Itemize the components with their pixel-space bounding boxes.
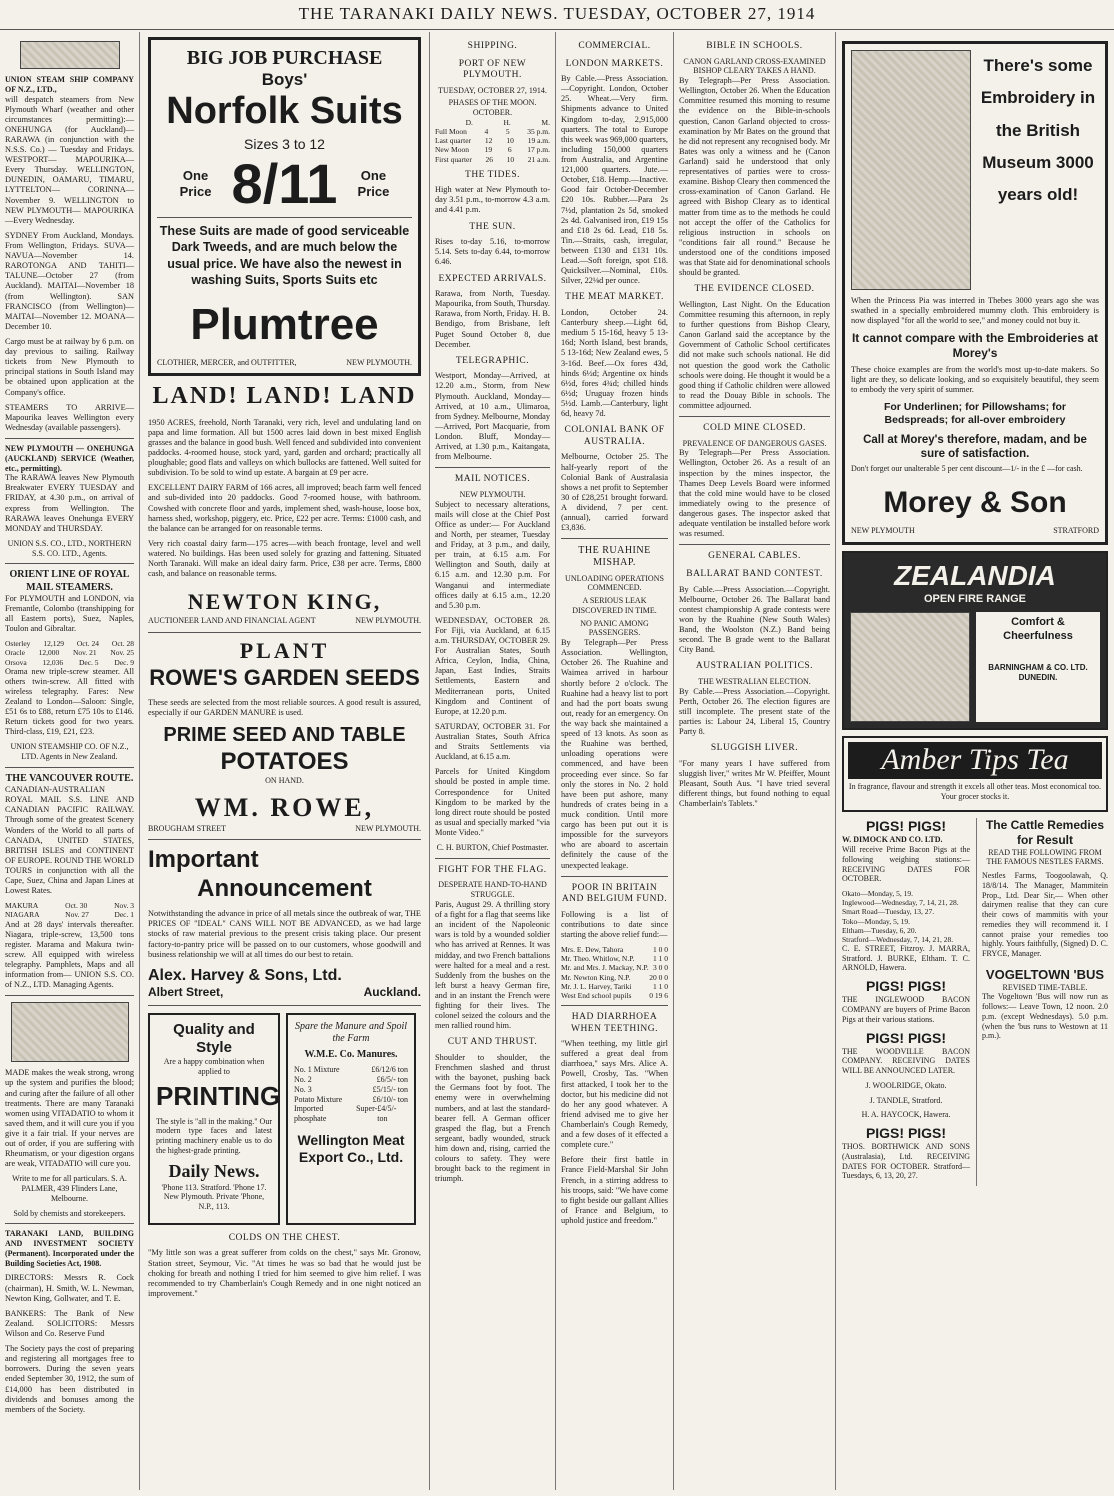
- date-row: [842, 898, 970, 907]
- rowes-seeds-title: ROWE'S GARDEN SEEDS: [149, 664, 420, 690]
- fund-row: [561, 991, 668, 1000]
- pigs-heading-3: PIGS! PIGS!: [865, 1029, 947, 1046]
- harvey-place: Auckland.: [363, 985, 421, 1000]
- cattle-heading: The Cattle Remedies for Result: [985, 818, 1105, 847]
- ship-row-cell: Dec. 5: [78, 657, 99, 667]
- manure-row-cell: Potato Mixture: [294, 1094, 343, 1104]
- steamer-row-cell: NIAGARA: [5, 910, 40, 920]
- liver-heading: SLUGGISH LIVER.: [710, 743, 799, 754]
- vitadatio-illustration: [11, 1002, 129, 1062]
- fund-row: [561, 945, 668, 954]
- plumtree-logo: Plumtree: [190, 300, 379, 349]
- date-row-cell: Inglewood—Wednesday, 7, 14, 21, 28.: [842, 898, 959, 908]
- bible-heading: BIBLE IN SCHOOLS.: [706, 41, 803, 51]
- diarrhoea-heading: HAD DIARRHOEA WHEN TEETHING.: [570, 1011, 659, 1034]
- ship-row-cell: Oracle: [5, 648, 25, 658]
- tlb-society: The Society pays the cost of preparing and registering all mortgages free to borrowers. During the seven years ended September 30, 1912, the sum of £14,000 has been distributed in dividends and bonuses among the members of the Society.: [5, 1344, 134, 1414]
- ballarat-text: By Cable.—Press Association.—Copyright. Melbourne, October 26. The Ballarat band contest championship A grade contests were won by the Ruahine (New South Wales) Band, the Woolston (N.Z.) Band being second. The B grade went to the Ballarat City Band.: [679, 584, 830, 655]
- harvey-name: Alex. Harvey & Sons, Ltd.: [148, 966, 342, 984]
- ruahine-heading: THE RUAHINE MISHAP.: [578, 545, 651, 569]
- poor-fund-text: Following is a list of contributions to date since starting the above relief fund:—: [561, 909, 668, 940]
- fund-row-cell: 20 0 0: [649, 972, 668, 982]
- ship-row-cell: Oct. 28: [111, 639, 134, 649]
- steamship-illustration: [20, 41, 120, 69]
- colonial-heading: COLONIAL BANK OF AUSTRALIA.: [564, 425, 665, 447]
- union-ss-heading: UNION STEAM SHIP COMPANY OF N.Z., LTD.,: [5, 75, 134, 94]
- date-row-cell: Stratford—Wednesday, 7, 14, 21, 28.: [842, 934, 954, 944]
- ballarat-heading: BALLARAT BAND CONTEST.: [686, 568, 823, 579]
- woodville-text: THE WOODVILLE BACON COMPANY. RECEIVING DATES WILL BE ANNOUNCED LATER.: [842, 1046, 970, 1076]
- shipping-heading: SHIPPING.: [467, 41, 518, 51]
- evidence-text: Wellington, Last Night. On the Education Committee resuming this afternoon, in reply to further questions from Bishop Cleary, Canon Garland said the acceptance by the Government of Catholic School certificates did not make such schools national. He did not question the good work the Catholic schools were doing. He thought it would be a good thing if Catholic children were allowed to read the Douay Bible in schools. The committee adjourned.: [679, 299, 830, 410]
- plumtree-trade: CLOTHIER, MERCER, and OUTFITTER,: [157, 357, 297, 367]
- plant-headline: PLANT: [239, 637, 330, 663]
- manure-row-cell: No. 2: [294, 1075, 312, 1085]
- general-cables-heading: GENERAL CABLES.: [708, 551, 801, 562]
- cattle-text: Nestles Farms, Toogoolawah, Q. 18/8/14. The Manager, Mammitein Prop., Ltd. Dear Sir,— When other dairymen realise that they can cure their cows of mammitis with your remedies they will recommend it. I cannot praise your remedies too highly. Yours faithfully, (Signed) D. C. FRYCE, Manager.: [982, 871, 1108, 959]
- poor-fund-heading: POOR IN BRITAIN AND BELGIUM FUND.: [561, 882, 668, 905]
- moon-row-cell: 5: [505, 127, 510, 137]
- woolridge-name: J. WOOLRIDGE, Okato.: [865, 1080, 947, 1090]
- manures-title: W.M.E. Co. Manures.: [304, 1049, 398, 1061]
- moon-row-cell: Last quarter: [435, 136, 472, 146]
- moon-row-cell: 10: [506, 154, 515, 164]
- column-3: [430, 32, 556, 1490]
- range-illustration: [850, 612, 970, 722]
- quality-sub: Are a happy combination when applied to: [163, 1057, 265, 1077]
- moon-row-cell: 21 a.m.: [527, 154, 550, 164]
- ruahine-sub-2: A SERIOUS LEAK DISCOVERED IN TIME.: [572, 596, 657, 615]
- fight-text: Paris, August 29. A thrilling story of a fight for a flag that seems like an incident of the Napoleonic wars is told by a wounded soldier who has arrived at Rennes. It was midday, and two French battalions were halted for a meal and a rest. Suddenly from the bushes on the left burst a heavy German fire, and in an instant the French were fighting for their lives. The colonel seized the colours and the men rallied round him.: [435, 899, 550, 1031]
- fund-row: [561, 982, 668, 991]
- vancouver-heading: THE VANCOUVER ROUTE.: [5, 772, 134, 784]
- haycock-name: H. A. HAYCOCK, Hawera.: [861, 1110, 951, 1120]
- fund-row-cell: Mr. Theo. Whitlow, N.P.: [561, 954, 635, 964]
- moon-row-cell: 4: [484, 127, 489, 137]
- manure-row-cell: Imported Super-phosphate: [294, 1104, 378, 1124]
- pigs-heading-1: PIGS! PIGS!: [865, 818, 947, 835]
- diarrhoea-text: "When teething, my little girl suffered a great deal from diarrhoea," says Mrs. Alice A. Powell, Crosby, Tas. "When first attacked, I took her to the doctor, but his medicine did not do her any good whatever. A friend advised me to give her Chamberlain's Cough Remedy, and a few doses of it effected a complete cure.": [561, 1039, 668, 1150]
- ship-row-cell: Dec. 9: [114, 657, 134, 667]
- cold-mine-heading: COLD MINE CLOSED.: [703, 423, 806, 434]
- moon-row-cell: 10: [506, 136, 514, 146]
- manure-ad: [286, 1013, 416, 1225]
- printing-title: PRINTING: [156, 1080, 281, 1111]
- vogeltown-heading: VOGELTOWN 'BUS: [985, 966, 1105, 982]
- cut-heading: CUT AND THRUST.: [447, 1037, 538, 1048]
- on-hand-label: ON HAND.: [265, 776, 304, 786]
- tandle-name: J. TANDLE, Stratford.: [869, 1095, 943, 1105]
- newton-king-trade: AUCTIONEER LAND AND FINANCIAL AGENT: [148, 616, 316, 626]
- fund-row-cell: 1 0 0: [653, 945, 668, 955]
- fund-row-cell: 1 1 0: [653, 981, 668, 991]
- ship-row: [5, 639, 134, 648]
- sun-text: Rises to-day 5.16, to-morrow 5.14. Sets to-day 6.44, to-morrow 6.46.: [435, 237, 550, 267]
- fund-row-cell: 3 0 0: [653, 963, 668, 973]
- pigs-column: [842, 818, 970, 1186]
- harvey-street: Albert Street,: [148, 985, 224, 1000]
- important-heading: Important: [148, 845, 259, 873]
- bible-sub-2: BISHOP CLEARY TAKES A HAND.: [693, 66, 816, 76]
- rowes-text: These seeds are selected from the most reliable sources. A good result is assured, especially if our GARDEN MANURE is used.: [148, 697, 421, 717]
- vogeltown-text: The Vogeltown 'Bus will now run as follows:— Leave Town, 12 noon. 2.0 p.m. (except Wednesdays). 5.0 p.m. (when the 'bus runs to Westown at 11 p.m.).: [982, 992, 1108, 1041]
- union-ss-cargo: Cargo must be at railway by 6 p.m. on day previous to sailing. Railway tickets from New Plymouth to principal stations in South Island may be obtained upon application at the Company's office.: [5, 337, 134, 397]
- date-row: [842, 907, 970, 916]
- ruahine-sub-1: UNLOADING OPERATIONS COMMENCED.: [565, 573, 664, 593]
- np-onehunga-heading: NEW PLYMOUTH — ONEHUNGA (AUCKLAND) SERVICE (Weather, etc., permitting).: [5, 444, 134, 473]
- ship-row-cell: 12,000: [38, 648, 60, 658]
- manure-row-cell: £4/5/- ton: [377, 1104, 397, 1124]
- colds-heading: COLDS ON THE CHEST.: [228, 1232, 341, 1243]
- steamer-row-cell: MAKURA: [5, 901, 39, 911]
- land-farm-3: Very rich coastal dairy farm—175 acres—with beach frontage, level and well watered. No buildings. Has been used solely for grazing and fattening. Situated North Taranaki. Will make an ideal dairy farm. Price, £38 per acre. Terms, £800 cash, and balance on reasonable terms.: [148, 538, 421, 579]
- tides-text: High water at New Plymouth to-day 3.51 p.m., to-morrow 4.3 a.m. and 4.41 p.m.: [435, 185, 550, 215]
- plumtree-place: NEW PLYMOUTH.: [346, 357, 412, 367]
- fund-row: [561, 973, 668, 982]
- embroidery-headline: There's some Embroidery in the British Museum 3000 years old!: [980, 56, 1096, 205]
- zealandia-title: ZEALANDIA: [894, 559, 1056, 591]
- union-ss-arrive: STEAMERS TO ARRIVE— Mapourika leaves Wellington every Wednesday (available passengers).: [5, 402, 134, 432]
- tides-heading: THE TIDES.: [465, 169, 520, 180]
- daily-news-title: Daily News.: [168, 1160, 260, 1181]
- orient-heading: ORIENT LINE OF ROYAL MAIL STEAMERS.: [9, 569, 130, 593]
- moon-row-cell: H.: [503, 117, 511, 127]
- spare-manure-title: Spare the Manure and Spoil the Farm: [294, 1020, 408, 1045]
- moon-heading: PHASES OF THE MOON. OCTOBER.: [448, 98, 537, 118]
- moon-row-cell: D.: [465, 117, 473, 127]
- amber-tips-text: In fragrance, flavour and strength it excels all other teas. Most economical too. Your grocer stocks it.: [848, 781, 1102, 801]
- bible-text: By Telegraph—Per Press Association. Wellington, October 26. When the Education Committee resumed this morning to resume the evidence on the Bible-in-schools question, Canon Garland objected to cross-examination by Mr Bates on the ground that he did not represent any recognised body. Mr Bates was only a witness and he (Canon Garland) said he understood that only representatives of parties were to cross-examine. Bishop Cleary then commenced the cross-examination of Canon Garland. He agreed with Bishop Cleary as to identical matter from time as to the methods he could not accept the offer of the Catholics for religious instruction in schools on "conditions fair all round." Because he understood one of the conditions imposed was that State aid for denominational schools should be granted.: [679, 76, 830, 278]
- orient-agents: UNION STEAMSHIP CO. OF N.Z., LTD. Agents in New Zealand.: [10, 742, 129, 762]
- printing-ad: [148, 1013, 280, 1225]
- evidence-heading: THE EVIDENCE CLOSED.: [694, 284, 815, 295]
- ruahine-text: By Telegraph—Per Press Association. Wellington, October 26. The Ruahine and Waimea arrived in harbour shortly before 2 o'clock. The Ruahine had a heavy list to port and had the port boats swung out, ready for an emergency. On the way back she maintained a speed of 13 knots. As soon as the Ruahine was berthed, unloading operations were commenced, and have been proceeding ever since. So far only the stores in No. 2 hold have been put ashore, many hundreds of crates being in a muck condition. Until more cargo has been put out it is impossible for the surveyors who are aboard to ascertain definitely the cause of the unexpected leakage.: [561, 638, 668, 870]
- vitadatio-sold: Sold by chemists and storekeepers.: [13, 1208, 126, 1218]
- date-row-cell: Toko—Monday, 5, 19.: [842, 916, 910, 926]
- manure-row-cell: No. 1 Mixture: [294, 1065, 340, 1075]
- bottom-ads-row: [148, 1011, 421, 1227]
- union-agents: UNION S.S. CO., LTD., NORTHERN S.S. CO. LTD., Agents.: [7, 538, 132, 558]
- tlb-heading: TARANAKI LAND, BUILDING AND INVESTMENT SOCIETY (Permanent). Incorporated under the Building Societies Act, 1908.: [5, 1229, 134, 1268]
- amber-tips-ad: [842, 736, 1108, 812]
- date-row: [842, 917, 970, 926]
- newton-king-place: NEW PLYMOUTH.: [355, 616, 421, 626]
- tlb-directors: DIRECTORS: Messrs R. Cock (chairman), H. Smith, W. L. Newman, Newton King, Gollwater, and T. E.: [5, 1273, 134, 1303]
- steamer-row-cell: Nov. 27: [65, 910, 89, 920]
- norfolk-suits-ad: [148, 37, 421, 376]
- rarawa-text: The RARAWA leaves New Plymouth Breakwater EVERY TUESDAY and FRIDAY, at 4.30 p.m., on arrival of express from Wellington. The RARAWA leaves Onehunga EVERY MONDAY and THURSDAY.: [5, 473, 134, 533]
- zealandia-range: OPEN FIRE RANGE: [923, 592, 1027, 605]
- liver-text: "For many years I have suffered from sluggish liver," writes Mr W. Pfeiffer, Mount Pleasant, South Aus. "I have tried several different things, but found nothing to equal Chamberlain's Tablets.": [679, 758, 830, 809]
- land-farm-1: 1950 ACRES, freehold, North Taranaki, very rich, level and undulating land on papa and lime formation. All but 1500 acres laid down in best mixed English grasses and the balance in good bush. Well fenced and subdivided into convenient paddocks. 4-roomed house, stock yard, yard, garden and orchard; practically all ploughable; good flats and valleys on which bullocks are fattened. Well suited for subdivision. To be sold to wind up estate. A bargain at £9 per acre.: [148, 417, 421, 478]
- manure-row-cell: £6/5/- ton: [376, 1075, 408, 1085]
- column-4: [556, 32, 674, 1490]
- dimock-text: Will receive Prime Bacon Pigs at the following weighing stations:— RECEIVING DATES FOR OCTOBER.: [842, 845, 970, 884]
- manure-row: [294, 1104, 408, 1124]
- morey-son-name: Morey & Son: [883, 486, 1067, 520]
- cut-text: Shoulder to shoulder, the Frenchmen slashed and thrust with the bayonet, pushing back the Germans foot by foot. The enemy were in overwhelming numbers, and at last the standard-bearer fell. A German officer grasped the flag, but a French sergeant, badly wounded, struck him down and, rising, carried the colours to safety. They were brought back to the regiment in triumph.: [435, 1052, 550, 1184]
- fight-sub: DESPERATE HAND-TO-HAND STRUGGLE.: [438, 880, 547, 900]
- rowe-place: NEW PLYMOUTH.: [355, 823, 421, 833]
- fund-row-cell: Mr. and Mrs. J. Mackay, N.P.: [561, 963, 649, 973]
- fight-heading: FIGHT FOR THE FLAG.: [438, 864, 547, 875]
- masthead: THE TARANAKI DAILY NEWS. TUESDAY, OCTOBER 27, 1914: [0, 0, 1114, 30]
- fund-row-cell: Mrs. E. Dew, Tahora: [561, 945, 624, 955]
- moon-row: [435, 155, 550, 164]
- manure-row-cell: £6/12/6 ton: [371, 1065, 408, 1075]
- date-row-cell: Okato—Monday, 5, 19.: [842, 889, 913, 899]
- fund-row: [561, 963, 668, 972]
- ship-row-cell: Osterley: [5, 639, 31, 649]
- moon-row-cell: First quarter: [435, 154, 472, 164]
- date-row-cell: Smart Road—Tuesday, 13, 27.: [842, 907, 935, 917]
- tlb-bankers: BANKERS: The Bank of New Zealand. SOLICITORS: Messrs Wilson and Co. Reserve Fund: [5, 1308, 134, 1338]
- one-price-right: One Price: [357, 168, 390, 199]
- moon-row-cell: 35 p.m.: [527, 127, 550, 137]
- port-date: TUESDAY, OCTOBER 27, 1914.: [438, 85, 547, 95]
- steamer-row-cell: Dec. 1: [114, 910, 134, 920]
- meat-heading: THE MEAT MARKET.: [565, 292, 664, 303]
- manure-row: [294, 1085, 408, 1095]
- moon-row: [435, 145, 550, 154]
- discount-text: Don't forget our unalterable 5 per cent discount—1/- in the £ —for cash.: [851, 463, 1083, 473]
- compare-text: These choice examples are from the world's most up-to-date makers. So light are they, so delicate looking, and so exquisitely beautiful, they seem to embody the very spirit of summer.: [851, 364, 1099, 394]
- moon-row-cell: 26: [485, 154, 493, 164]
- moon-row: [435, 127, 550, 136]
- ship-row: [5, 648, 134, 657]
- cattle-column: [976, 818, 1108, 1186]
- ship-row-cell: Nov. 21: [72, 648, 97, 658]
- london-text: By Cable.—Press Association.—Copyright. London, October 25. Wheat.—Very firm. Shipments advance to United Kingdom to-day, 2,915,000 quarters. The total to Europe this week was 969,000 quarters, including 150,000 quarters from Australia, and Argentine 121,000 quarters. Jute.—October, £18. Hemp.—Inactive. Good fair October-December £20 10s. Rubber.—Para 2s 7½d, plantation 2s 5d, smoked 2s 4d. Galvanised iron, £19 15s and £18 2s 6d. Lead, £18 5s. Tin.—Straits, cash, irregular, between £130 and £131 10s. Lead.—Soft foreign, spot £18. Quicksilver.—Nominal, £10s. Silver, 22⅛d per ounce.: [561, 74, 668, 286]
- moon-row-cell: 6: [507, 145, 512, 155]
- land-headline: LAND! LAND! LAND: [152, 383, 417, 410]
- ship-row-cell: Nov. 25: [110, 648, 134, 658]
- manures-table: [294, 1065, 408, 1124]
- manure-row: [294, 1075, 408, 1085]
- newton-king-name: NEWTON KING,: [187, 589, 382, 615]
- mail-parcels: Parcels for United Kingdom should be posted in ample time. Correspondence for United Kingdom to be marked by the long direct route should be posted as usual and specially marked "via Monte Video.": [435, 767, 550, 838]
- moon-row-cell: M.: [541, 117, 550, 127]
- union-ss-routes: SYDNEY From Auckland, Mondays. From Wellington, Fridays. SUVA— NAVUA—November 14. RAROTONGA AND TAHITI— TALUNE—October 27 (from Auckland). MAITAI—November 18 (from Wellington). SAN FRANCISCO (from Wellington)— MAITAI—November 12. MOANA—December 10.: [5, 230, 134, 331]
- colds-text: "My little son was a great sufferer from colds on the chest," says Mr. Gronow, Station street, Seymour, Vic. "At times he was so bad that he would just be choking for breath and nothing I tried for him seemed to give him relief. I was recommended to try Chamberlain's Cough Remedy and in one night noticed an improvement.": [148, 1248, 421, 1298]
- wellington-meat-name: Wellington Meat Export Co., Ltd.: [297, 1131, 405, 1166]
- barningham-label: BARNINGHAM & CO. LTD. DUNEDIN.: [988, 663, 1088, 682]
- boys-label: Boys': [261, 70, 308, 90]
- london-heading: LONDON MARKETS.: [565, 58, 664, 69]
- moon-row-cell: New Moon: [435, 145, 469, 155]
- manure-row-cell: £5/15/- ton: [372, 1084, 408, 1094]
- manure-row: [294, 1095, 408, 1105]
- cold-mine-text: By Telegraph—Per Press Association. Wellington, October 26. As a result of an inspection by the mines inspector, the Thames Deep Levels Board were informed that the cold mine would have to be closed immediately owing to the presence of dangerous gases. The inspector asked that adequate ventilation be installed before work was resumed.: [679, 448, 830, 539]
- mail-sat: SATURDAY, OCTOBER 31. For Australian States, South Africa and Straits Settlements via Auckland, at 6.15 a.m.: [435, 721, 550, 762]
- inglewood-text: THE INGLEWOOD BACON COMPANY are buyers of Prime Bacon Pigs at their various stations.: [842, 995, 970, 1024]
- borthwick-text: THOS. BORTHWICK AND SONS (Australasia), Ltd. RECEIVING DATES FOR OCTOBER. Stratford—Tuesdays, 6, 13, 20, 27.: [842, 1142, 970, 1181]
- rowe-street: BROUGHAM STREET: [148, 823, 227, 833]
- one-price-left: One Price: [179, 168, 212, 199]
- manure-row-cell: £6/10/- ton: [372, 1094, 408, 1104]
- moon-row-cell: 19: [484, 145, 493, 155]
- moon-row-cell: 17 p.m.: [527, 145, 550, 155]
- expected-text: Rarawa, from North, Tuesday. Mapourika, from South, Thursday. Rarawa, from North, Friday. H. B. Bendigo, from Brisbane, left Puget Sound October 8, due December.: [435, 289, 550, 349]
- moon-table: [435, 118, 550, 164]
- ship-row-cell: Oct. 24: [76, 639, 99, 649]
- mail-heading: MAIL NOTICES.: [454, 474, 531, 485]
- announcement-heading: Announcement: [197, 874, 372, 902]
- embroidery-text: When the Princess Pia was interred in Thebes 3000 years ago she was swathed in a specially embroidered mummy cloth. This embroidery is now displayed "for all the world to see," and money could not buy it.: [851, 296, 1099, 326]
- telegraphic-text: Westport, Monday—Arrived, at 12.20 a.m., Storm, from New Plymouth. Auckland, Monday—Arrived, at 10 a.m., Ulimaroa, from Sydney. Melbourne, Monday—Arrived, Port Macquarie, from London. Bluff, Monday—Arrived, at 1.30 p.m., Kaitangata, from Melbourne.: [435, 371, 550, 462]
- announcement-text: Notwithstanding the advance in price of all metals since the outbreak of war, THE PRICES OF "IDEAL" CANS WILL NOT BE ADVANCED, as we had large stocks of raw material previous to the present crisis taking place. Our present factory-to-pantry price will be passed on to our customers, whose goodwill and business relationship we will at all times do our best to retain.: [148, 909, 421, 959]
- orient-text: For PLYMOUTH and LONDON, via Fremantle, Colombo (transhipping for all Eastern ports), Suez, Naples, Toulon and Gibraltar.: [5, 593, 134, 634]
- postmaster: C. H. BURTON, Chief Postmaster.: [436, 843, 549, 853]
- colonial-text: Melbourne, October 25. The half-yearly report of the Colonial Bank of Australasia shows a net profit to September 30 of £28,251 brought forward. A dividend, 7 per cent. (annual), carried forward £3,836.: [561, 452, 668, 533]
- column-1: [0, 32, 140, 1490]
- moon-row-cell: 19 a.m.: [527, 136, 550, 146]
- receiving-dates: [842, 889, 970, 944]
- mail-wed-thu: WEDNESDAY, OCTOBER 28. For Fiji, via Auckland, at 6.15 a.m. THURSDAY, OCTOBER 29. For Australian States, South Africa, Ceylon, India, China, Japan, East Indies, Straits Settlements, Eastern and Mediterranean ports, United Kingdom and Continent of Europe, at 12.20 p.m.: [435, 615, 550, 716]
- fund-row: [561, 954, 668, 963]
- quality-style-title: Quality and Style: [173, 1020, 255, 1057]
- cattle-sub: READ THE FOLLOWING FROM THE FAMOUS NESTLES FARMS.: [986, 847, 1104, 867]
- prime-seed-title: PRIME SEED AND TABLE: [163, 723, 406, 746]
- land-farm-2: EXCELLENT DAIRY FARM of 166 acres, all improved; beach farm well fenced and sub-divided into 20 paddocks. Good 7-roomed house, with bathroom. Cowshed with concrete floor and yards, implement shed, wash-house, loose box, harness shed, workshop, piggery, etc. Price, £22 per acre. Terms: £1000 cash, and the balance can be arranged for on reasonable terms.: [148, 483, 421, 533]
- mail-place: NEW PLYMOUTH.: [459, 489, 526, 499]
- mail-text: Subject to necessary alterations, mails will close at the Chief Post Office as under:— For Auckland and North, per steamer, Tuesday and Friday, at 3 p.m., and daily, per train, at 6.15 a.m. For Wellington and South, daily at 6.15 a.m. and 12.30 p.m. For Wanganui and intermediate offices daily at 6.15 a.m., 12.20 and 5.30 p.m.: [435, 499, 550, 610]
- big-job-headline: BIG JOB PURCHASE: [186, 47, 383, 69]
- compare-headline: It cannot compare with the Embroideries at Morey's: [851, 331, 1099, 360]
- fund-row-cell: 1 1 0: [653, 954, 668, 964]
- steamer-row: [5, 901, 134, 910]
- manure-row: [294, 1065, 408, 1075]
- comfort-label: Comfort & Cheerfulness: [1003, 616, 1073, 642]
- fund-row-cell: Mr. J. L. Harvey, Tariki: [561, 981, 632, 991]
- steamer-row-cell: Oct. 30: [65, 901, 88, 911]
- port-heading: PORT OF NEW PLYMOUTH.: [458, 58, 527, 81]
- meat-text: London, October 24. Canterbury sheep.—Light 6d, medium 5 15-16d, heavy 5 13-16d; North Island, best brands, 5 13-16d; New Zealand ewes, 5 3-16d. Beef.—Ox fores 43d, hinds 6½d; Argentine ox hinds 6½d, fores 4¾d; chilled hinds 6½d; Uruguay frozen hinds 5½d. Lamb.—Canterbury, light 6d, heavy 7d.: [561, 308, 668, 419]
- moon-row-cell: 12: [484, 136, 493, 146]
- ship-row-cell: Orsova: [5, 657, 27, 667]
- steamer-row-cell: Nov. 3: [114, 901, 134, 911]
- column-5: [674, 32, 836, 1490]
- morey-np: NEW PLYMOUTH: [851, 525, 915, 535]
- vancouver-steamers-table: [5, 901, 134, 919]
- pigs-heading-2: PIGS! PIGS!: [865, 978, 947, 995]
- telegraphic-heading: TELEGRAPHIC.: [455, 355, 530, 366]
- orient-fares: Orama new triple-screw steamer. All others twin-screw. All fitted with wireless telegraphy. Fares: New Zealand to London—Saloon: Single, £51 6s to £88, return £75 10s to £146. Return tickets good for two years. Third-class, £19, £21, £23.: [5, 666, 134, 737]
- sun-heading: THE SUN.: [469, 221, 516, 232]
- union-ss-text: will despatch steamers from New Plymouth Wharf (weather and other circumstances permitting):— ONEHUNGA (for Auckland)— RARAWA (in conjunction with the N.S.S. Co.) — Tuesday and Fridays. WESTPORT— MAPOURIKA—Every Thursday. WELLINGTON, DUNEDIN, OAMARU, TIMARU, LYTTELTON— CORINNA—November 9. WELLINGTON to NEW PLYMOUTH— MAPOURIKA—Every Wednesday.: [5, 94, 134, 225]
- zealandia-ad: [842, 551, 1108, 731]
- fund-row-cell: 0 19 6: [649, 990, 668, 1000]
- date-row: [842, 926, 970, 935]
- amber-tips-title: Amber Tips Tea: [848, 742, 1102, 779]
- steamer-row: [5, 910, 134, 919]
- norfolk-suits-title: Norfolk Suits: [166, 90, 403, 133]
- dimock-name: W. DIMOCK AND CO. LTD.: [842, 835, 943, 845]
- suit-price: 8/11: [231, 152, 338, 215]
- pigs-cattle-row: [842, 818, 1108, 1186]
- vogeltown-sub: REVISED TIME-TABLE.: [1002, 982, 1088, 992]
- morey-embroidery-ad: [842, 41, 1108, 545]
- dimock-agents: C. E. STREET, Fitzroy. J. MARRA, Stratford. J. BURKE, Eltham. T. C. ARNOLD, Hawera.: [842, 943, 970, 973]
- date-row-cell: Eltham—Tuesday, 6, 20.: [842, 925, 917, 935]
- morey-stratford: STRATFORD: [1053, 525, 1099, 535]
- aus-politics-heading: AUSTRALIAN POLITICS.: [695, 661, 814, 672]
- suits-description: These Suits are made of good serviceable Dark Tweeds, and are much below the usual price. We have also the newest in washing Suits, Sports Suits etc: [159, 224, 410, 287]
- phones-text: 'Phone 113. Stratford. 'Phone 17. New Plymouth. Private 'Phone, N.P., 113.: [161, 1182, 267, 1212]
- ship-row-cell: 12,129: [43, 639, 64, 649]
- embroidery-illustration: [851, 50, 971, 290]
- manure-row-cell: No. 3: [294, 1084, 312, 1094]
- bible-sub-1: CANON GARLAND CROSS-EXAMINED: [683, 56, 826, 66]
- wm-rowe-name: WM. ROWE,: [194, 793, 375, 823]
- aus-politics-sub: THE WESTRALIAN ELECTION.: [698, 676, 811, 686]
- expected-heading: EXPECTED ARRIVALS.: [438, 273, 547, 284]
- fund-row-cell: West End school pupils: [561, 990, 632, 1000]
- moon-row: [435, 136, 550, 145]
- moon-row-cell: Full Moon: [435, 127, 467, 137]
- column-2: [140, 32, 430, 1490]
- orient-ships-table: [5, 639, 134, 666]
- vitadatio-text: MADE makes the weak strong, wrong up the system and purifies the blood; and curing after the failure of all other treatments. There are many Taranaki women using VITADATIO to whom it saved them, and it will cure you if you give it a fair trial. If your nerves are out of order, if you are suffering with Rheumatism, or your digestion organs are weak, VITADATIO will cure you.: [5, 1068, 134, 1169]
- vancouver-text: CANADIAN-AUSTRALIAN ROYAL MAIL S.S. LINE AND CANADIAN PACIFIC RAILWAY. Through some of the greatest Scenery Wonders of the World to all parts of CANADA, UNITED STATES, BRITISH ISLES and CONTINENT OF EUROPE. ROUND THE WORLD TOURS in conjunction with all the Cape, Suez, China and Japan Lines at Lowest Rates.: [5, 785, 134, 896]
- ruahine-sub-3: NO PANIC AMONG PASSENGERS.: [580, 618, 649, 638]
- commercial-heading: COMMERCIAL.: [578, 41, 651, 51]
- ship-row: [5, 658, 134, 667]
- cold-mine-sub: PREVALENCE OF DANGEROUS GASES.: [682, 438, 827, 448]
- ship-row-cell: 12,036: [42, 657, 64, 667]
- for-list: For Underlinen; for Pillowshams; for Bedspreads; for all-over embroidery: [883, 400, 1066, 426]
- vancouver-info: And at 28 days' intervals thereafter. Niagara, triple-screw, 13,500 tons register. Marama and Makura twin-screw. All equipped with wireless telegraphy. Pamphlets, Maps and all information from— UNION S.S. CO. of N.Z., LTD. Managing Agents.: [5, 919, 134, 990]
- vitadatio-write: Write to me for all particulars. S. A. PALMER, 439 Flinders Lane, Melbourne.: [12, 1174, 127, 1203]
- fund-table: [561, 945, 668, 1000]
- date-row: [842, 935, 970, 944]
- sizes-label: Sizes 3 to 12: [244, 135, 325, 152]
- printing-text: The style is "all in the making." Our modern type faces and latest printing machinery enable us to do the highest-grade printing.: [156, 1116, 272, 1155]
- date-row: [842, 889, 970, 898]
- pigs-heading-4: PIGS! PIGS!: [865, 1125, 947, 1142]
- before-battle-text: Before their first battle in France Field-Marshal Sir John French, in a stirring address to his troops, said: "We have come to fight beside our gallant Allies of France and Belgium, to uphold justice and freedom.": [561, 1155, 668, 1225]
- aus-politics-text: By Cable.—Press Association.—Copyright. Perth, October 26. The election figures are still incomplete. The present state of the parties is: Labour 24, Liberal 15, Country Party 8.: [679, 686, 830, 737]
- column-6: [836, 32, 1114, 1490]
- call-morey: Call at Morey's therefore, madam, and be sure of satisfaction.: [863, 433, 1087, 460]
- moon-row: [435, 118, 550, 127]
- fund-row-cell: Mr. Newton King, N.P.: [561, 972, 631, 982]
- potatoes-title: POTATOES: [220, 748, 349, 776]
